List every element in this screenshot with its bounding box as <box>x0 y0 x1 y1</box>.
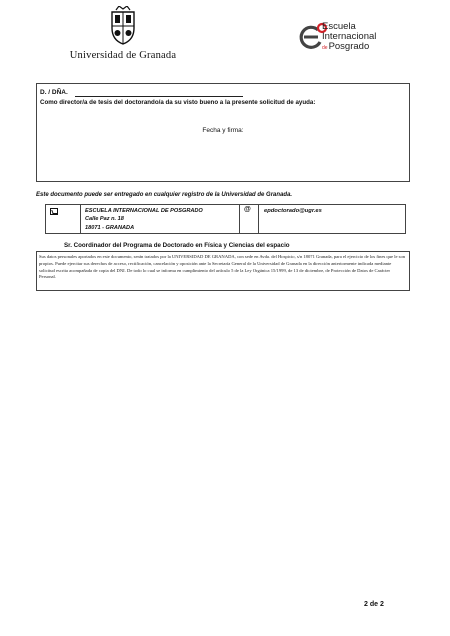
address-line: ESCUELA INTERNACIONAL DE POSGRADO <box>85 208 203 214</box>
at-icon: @ <box>244 206 251 213</box>
address-divider <box>258 205 259 233</box>
university-crest-icon <box>108 6 138 46</box>
date-signature-label: Fecha y firma: <box>202 127 244 134</box>
dna-label: D. / DÑA. <box>40 89 68 96</box>
delivery-note: Este documento puede ser entregado en cualquier registro de la Universidad de Granada. <box>36 192 293 198</box>
coordinator-recipient: Sr. Coordinador del Programa de Doctorado en Física y Ciencias del espacio <box>64 242 290 249</box>
address-line: Calle Paz n. 18 <box>85 216 124 223</box>
director-approval-box <box>36 83 410 182</box>
school-name-line2: Internacional <box>322 31 377 42</box>
university-logo <box>64 6 182 64</box>
address-table <box>45 204 406 234</box>
school-name <box>322 22 376 53</box>
page-number: 2 de 2 <box>364 601 384 608</box>
address-line: 18071 - GRANADA <box>85 224 135 231</box>
address-divider <box>239 205 240 233</box>
school-logo <box>298 16 408 66</box>
postal-address <box>85 207 203 232</box>
director-statement: Como director/a de tesis del doctorando/a da su visto bueno a la presente solicitud de ayuda: <box>40 99 316 106</box>
school-name-prefix: de <box>322 45 328 51</box>
address-divider <box>80 205 81 233</box>
dna-name-field[interactable] <box>75 96 243 97</box>
privacy-notice: Sus datos personales aportados en este documento, serán tratados por la UNIVERSIDAD DE GRANADA, con sede en Avda. del Hospicio, s/n 18071 Granada, para el ejercicio de los fines que le son propios. Puede ejercitar sus derechos de acceso, rectificación, cancelación y oposición ante la Secretaría General de la Universidad de Granada en la dirección anteriormente indicada mediante solicitud escrita acompañada de copia del DNI. De todo lo cual se informa en cumplimiento del artículo 5 de la Ley Orgánica 15/1999, de 13 de diciembre, de Protección de Datos de Carácter Personal. <box>36 251 410 291</box>
school-name-line1: Escuela <box>322 21 356 32</box>
contact-email[interactable]: epdoctorado@ugr.es <box>264 208 322 214</box>
university-name: Universidad de Granada <box>69 50 177 61</box>
school-name-line3: Posgrado <box>328 41 370 52</box>
mail-icon <box>50 208 58 215</box>
